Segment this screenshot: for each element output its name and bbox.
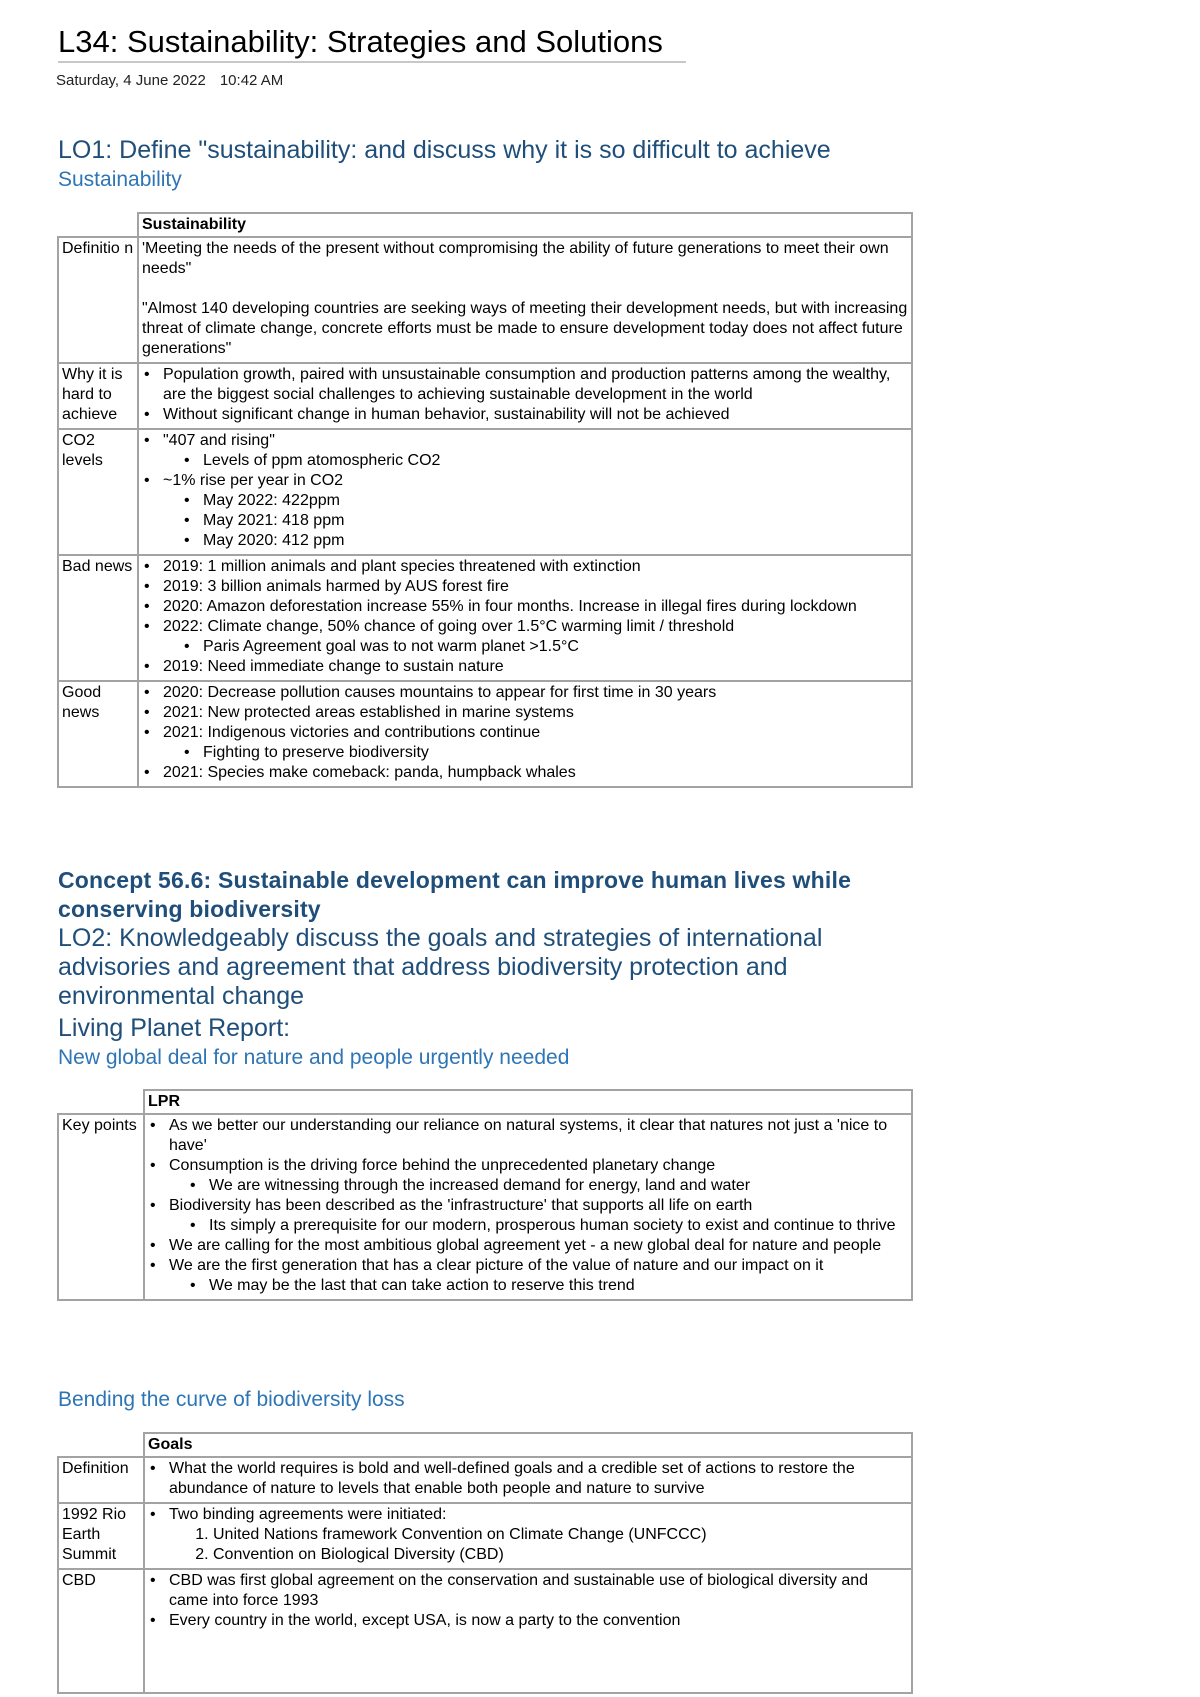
table-header: LPR — [144, 1090, 912, 1114]
list-subitem: • May 2020: 412 ppm — [203, 531, 908, 551]
table-header-row — [58, 213, 912, 237]
list-subitem: • We may be the last that can take action to reserve this trend — [209, 1276, 908, 1296]
list-subitem: 1. United Nations framework Convention on Climate Change (UNFCCC) — [213, 1525, 908, 1545]
list-item: • "407 and rising" • Levels of ppm atomospheric CO2 — [163, 431, 908, 471]
list-subitem: • Fighting to preserve biodiversity — [203, 743, 908, 763]
list-item: • We are the first generation that has a clear picture of the value of nature and our impact on it • We may be the last that can take action to reserve this trend — [169, 1256, 908, 1296]
time-text: 10:42 AM — [219, 72, 284, 89]
list-item: • Consumption is the driving force behind the unprecedented planetary change • We are witnessing through the increased demand for energy, land and water — [169, 1156, 908, 1196]
list-subitem: • We are witnessing through the increased demand for energy, land and water — [209, 1176, 908, 1196]
list-item: • Population growth, paired with unsustainable consumption and production patterns among the wealthy, are the biggest social challenges to achieving sustainable development in the world — [163, 365, 908, 405]
list-item: • 2021: Indigenous victories and contributions continue • Fighting to preserve biodiversity — [163, 723, 908, 763]
list-item: • Two binding agreements were initiated: 1. United Nations framework Convention on Climate Change (UNFCCC) 2. Convention on Biological Diversity (CBD) — [169, 1505, 908, 1565]
table-row — [58, 1503, 912, 1569]
list-item: • 2019: 1 million animals and plant species threatened with extinction — [163, 557, 908, 577]
concept-heading: Concept 56.6: Sustainable development can improve human lives while conserving biodiversity — [58, 867, 852, 922]
list-subitem: • Levels of ppm atomospheric CO2 — [203, 451, 908, 471]
list-item: • 2019: Need immediate change to sustain nature — [163, 657, 908, 677]
list-item: • CBD was first global agreement on the conservation and sustainable use of biological diversity and came into force 1993 — [169, 1571, 908, 1611]
table-header-row — [58, 1090, 912, 1114]
list-item: • As we better our understanding our reliance on natural systems, it clear that natures not just a 'nice to have' — [169, 1116, 908, 1156]
table-row — [58, 237, 912, 363]
row-label: Definitio n — [58, 237, 138, 363]
row-label: 1992 Rio Earth Summit — [58, 1503, 144, 1569]
table-row — [58, 555, 912, 681]
row-label: CBD — [58, 1569, 144, 1693]
table-row — [58, 681, 912, 787]
list-item: • ~1% rise per year in CO2 • May 2022: 422ppm • May 2021: 418 ppm • May 2020: 412 ppm — [163, 471, 908, 551]
lo1-heading: LO1: Define "sustainability: and discuss why it is so difficult to achieve — [58, 136, 831, 164]
list-item: • Biodiversity has been described as the 'infrastructure' that supports all life on earth • Its simply a prerequisite for our modern, prosperous human society to exist and continue to thrive — [169, 1196, 908, 1236]
row-label: CO2 levels — [58, 429, 138, 555]
list-item: • What the world requires is bold and well-defined goals and a credible set of actions to restore the abundance of nature to levels that enable both people and nature to survive — [169, 1459, 908, 1499]
list-item: • 2020: Decrease pollution causes mountains to appear for first time in 30 years — [163, 683, 908, 703]
table-row — [58, 363, 912, 429]
sustainability-subheading: Sustainability — [58, 168, 182, 191]
date-text: Saturday, 4 June 2022 — [56, 72, 206, 89]
table-header-row — [58, 1433, 912, 1457]
list-item: • 2019: 3 billion animals harmed by AUS forest fire — [163, 577, 908, 597]
row-label: Key points — [58, 1114, 144, 1300]
lpr-table — [57, 1089, 913, 1301]
goals-table — [57, 1432, 913, 1694]
table-row — [58, 429, 912, 555]
list-item: • 2020: Amazon deforestation increase 55% in four months. Increase in illegal fires during lockdown — [163, 597, 908, 617]
definition-quote: 'Meeting the needs of the present without compromising the ability of future generations to meet their own needs" — [142, 240, 889, 277]
list-item: • 2021: New protected areas established in marine systems — [163, 703, 908, 723]
list-item: • Every country in the world, except USA, is now a party to the convention — [169, 1611, 908, 1631]
lpr-subheading: New global deal for nature and people urgently needed — [58, 1046, 570, 1069]
list-subitem: • Paris Agreement goal was to not warm planet >1.5°C — [203, 637, 908, 657]
list-subitem: • May 2021: 418 ppm — [203, 511, 908, 531]
row-label: Good news — [58, 681, 138, 787]
list-item: • 2022: Climate change, 50% chance of going over 1.5°C warming limit / threshold • Paris Agreement goal was to not warm planet >1.5°C — [163, 617, 908, 657]
bending-curve-subheading: Bending the curve of biodiversity loss — [58, 1388, 405, 1411]
page-date — [56, 72, 297, 89]
sustainability-table — [57, 212, 913, 788]
list-subitem: • Its simply a prerequisite for our modern, prosperous human society to exist and continue to thrive — [209, 1216, 908, 1236]
lpr-heading: Living Planet Report: — [58, 1014, 291, 1042]
list-subitem: 2. Convention on Biological Diversity (CBD) — [213, 1545, 908, 1565]
table-row — [58, 1114, 912, 1300]
table-header: Sustainability — [138, 213, 912, 237]
row-label: Why it is hard to achieve — [58, 363, 138, 429]
table-header: Goals — [144, 1433, 912, 1457]
list-subitem: • May 2022: 422ppm — [203, 491, 908, 511]
row-label: Definition — [58, 1457, 144, 1503]
list-item: • 2021: Species make comeback: panda, humpback whales — [163, 763, 908, 783]
page-title: L34: Sustainability: Strategies and Solutions — [58, 24, 686, 63]
definition-quote-2: "Almost 140 developing countries are seeking ways of meeting their development needs, but with increasing threat of climate change, concrete efforts must be made to ensure development today does not affect future generations" — [142, 300, 908, 357]
row-label: Bad news — [58, 555, 138, 681]
table-row — [58, 1569, 912, 1693]
list-item: • Without significant change in human behavior, sustainability will not be achieved — [163, 405, 908, 425]
lo2-heading: LO2: Knowledgeably discuss the goals and strategies of international advisories and agreement that address biodiversity protection and environmental change — [58, 924, 823, 1010]
list-item: • We are calling for the most ambitious global agreement yet - a new global deal for nature and people — [169, 1236, 908, 1256]
table-row — [58, 1457, 912, 1503]
